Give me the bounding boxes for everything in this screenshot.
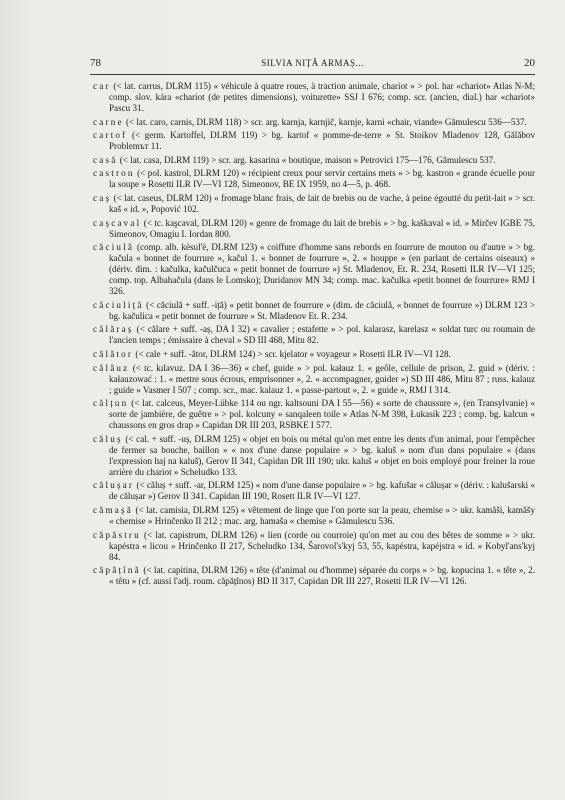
headword: căpățînă bbox=[93, 565, 141, 576]
dictionary-entry bbox=[93, 242, 535, 297]
running-title: SILVIA NIȚĂ ARMAȘ... bbox=[261, 58, 364, 68]
entry-body: (< căluș + suff. -ar, DLRM 125) « nom d'une danse populaire » > bg. kafušar « călușar » (dériv. : kalušarski « de călușar ») Gerov II 341. Capidan III 190, Rosett ILR IV—VI 127. bbox=[109, 480, 535, 502]
headword: castron bbox=[93, 168, 135, 179]
dictionary-entry bbox=[93, 398, 535, 431]
entry-body: (< lat. capitina, DLRM 126) « tête (d'animal ou d'homme) séparée du corps » > bg. kopucina 1. « tête », 2. « têtu » (cf. aussi l'adj. roum. căpățînos) BD II 317, Capidan DR III 227, Rosetti ILR IV—VI 126. bbox=[109, 565, 535, 587]
dictionary-entry bbox=[93, 434, 535, 478]
dictionary-entry bbox=[93, 349, 535, 360]
entry-body: (< tc. kılavuz. DA I 36—36) « chef, guide » > pol. kałauz 1. « geôle, cellule de prison, 2. guid » (dériv. : kałauzować : 1. « mettre sous écrous, emprisonner », 2. « accompagner, guider ») SD III 486, Mitu 87 ; russ. kalauz ; guide » Vasmer I 507 ; comp. scr., mac. kalauz 1. « passe-partout », 2. « guide », RMJ I 314. bbox=[109, 362, 535, 395]
entry-body: (< tc. kaşcaval, DLRM 120) « genre de fromage du lait de brebis » > bg. kaškaval « id. » Mirčev IGBE 75, Simeonov, Omagiu I. Iordan 800. bbox=[109, 217, 535, 239]
dictionary-entry bbox=[93, 81, 535, 114]
headword: căluș bbox=[93, 433, 123, 444]
dictionary-entry bbox=[93, 480, 535, 502]
dictionary-entry bbox=[93, 324, 535, 346]
headword: căciuliță bbox=[93, 299, 144, 310]
entry-body: (< lat. casa, DLRM 119) > scr. arg. kasarina « boutique, maison » Petrovici 175—176, Gămulescu 537. bbox=[119, 154, 496, 165]
headword: călușar bbox=[93, 480, 135, 491]
entry-body: (< germ. Kartoffel, DLRM 119) > bg. kartof « pomme-de-terre » St. Stoikov Mladenov 128, Gălăbov Problemът 11. bbox=[109, 130, 535, 152]
entry-body: (< lat. caseus, DLRM 120) « fromage blanc frais, de lait de brebis ou de vache, à peine égoutté du petit-lait » > scr. kaš « id. », Popović 102. bbox=[109, 192, 535, 214]
entry-body: (< lat. capistrum, DLRM 126) « lien (corde ou courroie) qu'on met au cou des bêtes de somme » > ukr. kapéstra « licou » Hrinčenko II 217, Scheludko 134, Šarovol's'kyj 53, 55, kapéstra, kapéjstra « id. » Kobyl'ans'kyj 84. bbox=[109, 529, 535, 562]
headword: carne bbox=[93, 116, 124, 127]
dictionary-entry bbox=[93, 130, 535, 152]
entry-list bbox=[93, 81, 535, 590]
entry-body: (comp. alb. kësul'ë, DLRM 123) « coiffure d'homme sans rebords en fourrure de mouton ou d'autre » > bg. kačula « bonnet de fourrure », kačul 1. « bonnet de fourrure », 2. « houppe » (en parlant de certains oiseaux) » (dériv. dim. : kačulka, kačulčuca « petit bonnet de fourrure ») St. Mladenov, Et. R. 234, Rosetti ILR IV—VI 125; comp. top. Albahačula (dans le Lomsko); Duridanov MN 34; comp. mac. kačulka «petit bonnet de fourrure» RMJ I 326. bbox=[109, 242, 535, 297]
headword: călăraș bbox=[93, 324, 134, 335]
entry-body: (< lat. carrus, DLRM 115) « véhicule à quatre roues, à traction animale, chariot » > pol. har «chariot» Atlas N-M; comp. slov. kára «chariot (de petites dimensions), voiturette» SSJ I 676; comp. scr. (ancien, dial.) har «chariot» Pascu 31. bbox=[109, 81, 535, 113]
dictionary-entry bbox=[93, 565, 535, 587]
entry-body: (< călare + suff. -aș, DA I 32) « cavalier ; estafette » > pol. kalarasz, karelasz « soldat turc ou roumain de l'ancien temps ; émissaire à cheval » SD III 468, Mitu 82. bbox=[109, 324, 535, 346]
dictionary-entry bbox=[93, 117, 535, 128]
dictionary-entry bbox=[93, 218, 535, 240]
dictionary-entry bbox=[93, 300, 535, 322]
dictionary-entry bbox=[93, 168, 535, 190]
headword: cămașă bbox=[93, 504, 133, 515]
entry-body: (< lat. camisia, DLRM 125) « vêtement de linge que l'on porte sur la peau, chemise » > ukr. kamăši, kamăšy « chemise » Hrinčenko II 212 ; mac. arg. hamaša « chemise » Gămulescu 536. bbox=[109, 504, 536, 526]
headword: călător bbox=[93, 348, 134, 359]
dictionary-entry bbox=[93, 363, 535, 396]
headword: călțun bbox=[93, 398, 129, 409]
headword: caș bbox=[93, 192, 112, 203]
headword: căpăstru bbox=[93, 529, 141, 540]
dictionary-entry bbox=[93, 505, 535, 527]
dictionary-entry bbox=[93, 193, 535, 215]
headword: cașcaval bbox=[93, 217, 142, 228]
entry-body: (< lat. calceus, Meyer-Lübke 114 ou ngr. kaltsouni DA I 55—56) « sorte de chaussure », (en Transylvanie) « sorte de jambière, de guêtre » > pol. kolcuny « sanqaleen toile » Atlas N-M 398, Łukasik 223 ; comp. bg. kalcun « chaussons en gros drap » Capidan DR III 203, RSBKE I 577. bbox=[109, 398, 535, 431]
headword: casă bbox=[93, 154, 118, 165]
entry-body: (< cal. + suff. -uș, DLRM 125) « objet en bois ou métal qu'on met entre les dents d'un animal, pour l'empêcher de fermer sa bouche, baillon » « nox d'une danse populaire » > bg. kaluš » nom d'un dans populaire « (dans l'expression haj na kaluš), Gerov II 341, Capidan DR III 190; ukr. kaluš « objet en bois employé pour freiner la roue arrière du chariot » Scheludko 133. bbox=[109, 433, 535, 477]
dictionary-entry bbox=[93, 530, 535, 563]
headword: călăuz bbox=[93, 362, 130, 373]
headword: căciulă bbox=[93, 242, 135, 253]
page-header bbox=[90, 54, 535, 75]
entry-body: (< căciulă + suff. -iță) « petit bonnet de fourrure » (dim. de căciulă, « bonnet de fourrure ») DLRM 123 > bg. kačulica « petit bonnet de fourrure » St. Mladenov Et. R. 234. bbox=[109, 299, 535, 321]
header-right-mark: 20 bbox=[524, 57, 535, 69]
headword: car bbox=[93, 81, 111, 91]
headword: cartof bbox=[93, 130, 128, 141]
dictionary-entry bbox=[93, 155, 535, 166]
page-number: 78 bbox=[90, 57, 101, 69]
entry-body: (< cale + suff. -ător, DLRM 124) > scr. kjelator « voyageur » Rosetti ILR IV—VI 128. bbox=[135, 348, 451, 359]
entry-body: (< lat. caro, carnis, DLRM 118) > scr. arg. karnja, karnjič, karnje, karni «chair, viande» Gămulescu 536—537. bbox=[125, 116, 527, 127]
entry-body: (< pol. kastrol, DLRM 120) « récipient creux pour servir certains mets » > bg. kastron « grande écuelle pour la soupe » Rosetti ILR IV—VI 128, Simeonov, BE IX 1959, no 4—5, p. 468. bbox=[109, 168, 536, 190]
